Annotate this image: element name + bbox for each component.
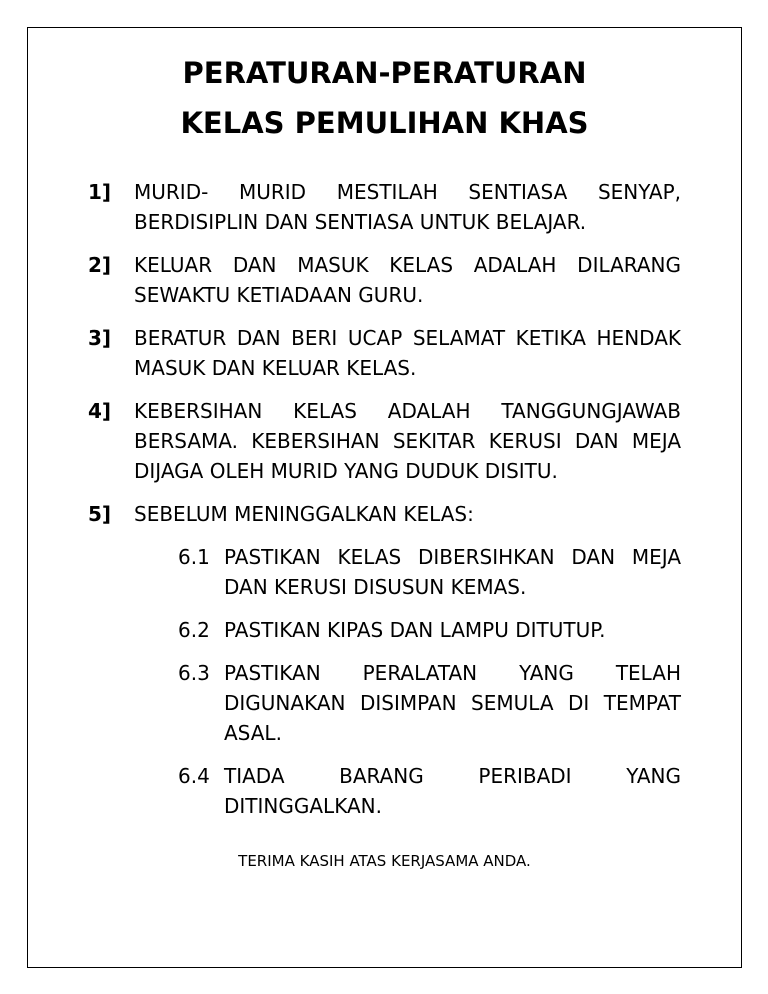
title-line-1: PERATURAN-PERATURAN (182, 56, 587, 90)
subrule-text: PASTIKAN KIPAS DAN LAMPU DITUTUP. (224, 618, 606, 642)
rule-number: 1] (88, 180, 112, 204)
rule-text: SEBELUM MENINGGALKAN KELAS: (134, 502, 474, 526)
subrule-number: 6.1 (178, 545, 210, 569)
subrule-number: 6.3 (178, 661, 210, 685)
rule-text: KELUAR DAN MASUK KELAS ADALAH DILARANG SEWAKTU KETIADAAN GURU. (134, 253, 681, 307)
rule-text: BERATUR DAN BERI UCAP SELAMAT KETIKA HENDAK MASUK DAN KELUAR KELAS. (134, 326, 681, 380)
title-line-2: KELAS PEMULIHAN KHAS (180, 106, 589, 140)
rule-text: KEBERSIHAN KELAS ADALAH TANGGUNGJAWAB BERSAMA. KEBERSIHAN SEKITAR KERUSI DAN MEJA DIJAGA OLEH MURID YANG DUDUK DISITU. (134, 399, 681, 483)
rule-number: 2] (88, 253, 112, 277)
rule-text: MURID- MURID MESTILAH SENTIASA SENYAP, BERDISIPLIN DAN SENTIASA UNTUK BELAJAR. (134, 180, 681, 234)
subrule-number: 6.2 (178, 618, 210, 642)
subrule-text: PASTIKAN KELAS DIBERSIHKAN DAN MEJA DAN KERUSI DISUSUN KEMAS. (224, 545, 681, 599)
subrule-text: PASTIKAN PERALATAN YANG TELAH DIGUNAKAN DISIMPAN SEMULA DI TEMPAT ASAL. (224, 661, 681, 745)
rule-number: 4] (88, 399, 112, 423)
document-page (27, 27, 742, 968)
subrule-text: TIADA BARANG PERIBADI YANG DITINGGALKAN. (224, 764, 681, 818)
subrule-number: 6.4 (178, 764, 210, 788)
thank-you-footer: TERIMA KASIH ATAS KERJASAMA ANDA. (238, 852, 531, 870)
rule-number: 3] (88, 326, 112, 350)
rule-number: 5] (88, 502, 112, 526)
